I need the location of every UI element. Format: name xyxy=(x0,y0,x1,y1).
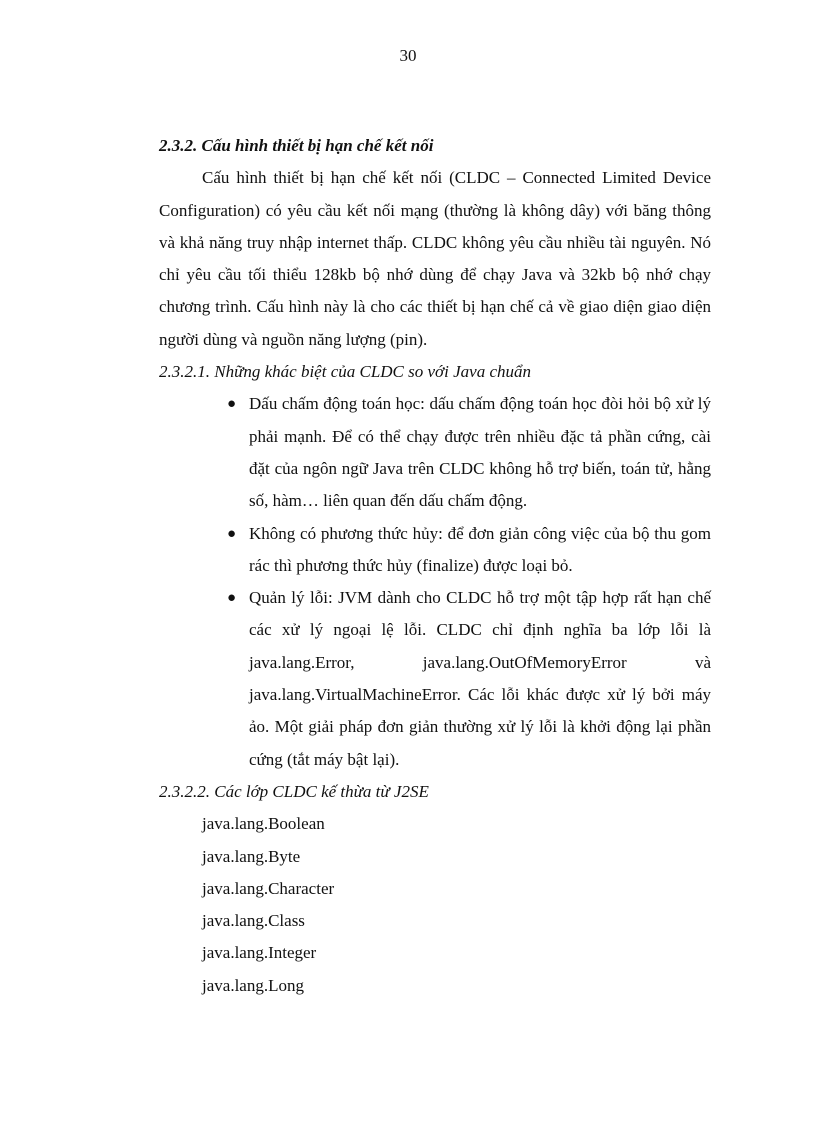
list-item: java.lang.Class xyxy=(202,911,305,931)
list-item: java.lang.Integer xyxy=(202,943,317,963)
inherited-classes-list xyxy=(159,808,711,1002)
list-item xyxy=(227,582,711,776)
section-heading: 2.3.2. Cấu hình thiết bị hạn chế kết nối xyxy=(159,136,434,155)
list-item: java.lang.Long xyxy=(202,975,304,995)
list-item-text: Quản lý lỗi: JVM dành cho CLDC hỗ trợ một tập hợp rất hạn chế các xử lý ngoại lệ lỗi. CLDC chỉ định nghĩa ba lớp lỗi là java.lang.Error, java.lang.OutOfMemoryError và java.lang.VirtualMachineError. Các lỗi khác được xử lý bởi máy ảo. Một giải pháp đơn giản thường xử lý lỗi là khởi động lại phần cứng (tắt máy bật lại). xyxy=(249,588,711,769)
bullet-icon: ● xyxy=(227,590,237,607)
list-item xyxy=(227,518,711,583)
list-item-text: Không có phương thức hủy: để đơn giản công việc của bộ thu gom rác thì phương thức hủy (finalize) được loại bỏ. xyxy=(249,523,711,575)
bullet-icon: ● xyxy=(227,525,237,542)
list-item-text: Dấu chấm động toán học: dấu chấm động toán học đòi hỏi bộ xử lý phải mạnh. Để có thể chạy được trên nhiều đặc tả phần cứng, cài đặt của ngôn ngữ Java trên CLDC không hỗ trợ biến, toán tử, hằng số, hàm… liên quan đến dấu chấm động. xyxy=(249,394,711,511)
list-item: java.lang.Byte xyxy=(202,846,301,866)
list-item: java.lang.Character xyxy=(202,878,335,898)
page-content xyxy=(159,130,711,1002)
page-number: 30 xyxy=(399,46,417,65)
subsection-heading-differences: 2.3.2.1. Những khác biệt của CLDC so với Java chuẩn xyxy=(159,362,531,382)
list-item xyxy=(227,388,711,517)
list-item: java.lang.Boolean xyxy=(202,814,325,834)
bullet-icon: ● xyxy=(227,396,237,413)
differences-list xyxy=(159,388,711,776)
section-intro-paragraph: Cấu hình thiết bị hạn chế kết nối (CLDC – Connected Limited Device Configuration) có yêu cầu kết nối mạng (thường là không dây) với băng thông và khả năng truy nhập internet thấp. CLDC không yêu cầu nhiều tài nguyên. Nó chỉ yêu cầu tối thiểu 128kb bộ nhớ dùng để chạy Java và 32kb bộ nhớ chạy chương trình. Cấu hình này là cho các thiết bị hạn chế cả về giao diện giao diện người dùng và nguồn năng lượng (pin). xyxy=(159,168,711,349)
subsection-heading-inherited-classes: 2.3.2.2. Các lớp CLDC kế thừa từ J2SE xyxy=(159,781,429,801)
